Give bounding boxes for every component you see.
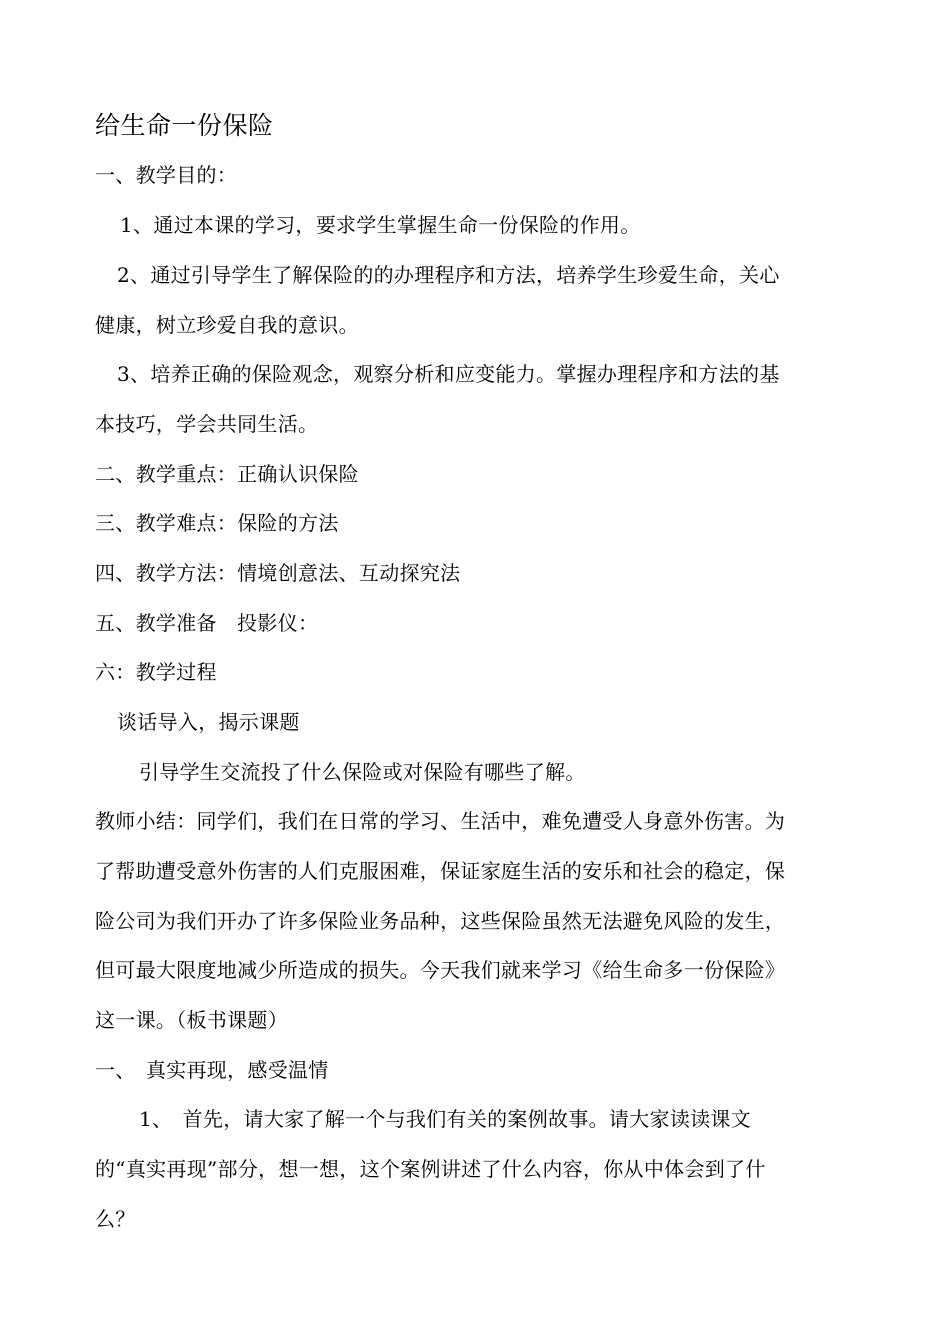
teacher-summary-line-3: 险公司为我们开办了许多保险业务品种，这些保险虽然无法避免风险的发生， <box>95 909 786 933</box>
intro-paragraph: 引导学生交流投了什么保险或对保险有哪些了解。 <box>139 760 586 784</box>
objective-item-2: 2、通过引导学生了解保险的的办理程序和方法，培养学生珍爱生命，关心 <box>117 263 780 287</box>
document-title: 给生命一份保险 <box>95 111 274 140</box>
section-heading-difficulties: 三、教学难点：保险的方法 <box>95 511 339 535</box>
part-one-item-1: 1、 首先，请大家了解一个与我们有关的案例故事。请大家读读课文 <box>139 1107 752 1131</box>
teacher-summary-line-5: 这一课。（板书课题） <box>95 1008 288 1032</box>
objective-item-3: 3、培养正确的保险观念，观察分析和应变能力。掌握办理程序和方法的基 <box>117 362 780 386</box>
objective-item-1: 1、通过本课的学习，要求学生掌握生命一份保险的作用。 <box>120 213 641 237</box>
part-one-item-1-end: 么？ <box>95 1207 136 1231</box>
objective-item-3-continued: 本技巧，学会共同生活。 <box>95 412 319 436</box>
teacher-summary-line-1: 教师小结：同学们，我们在日常的学习、生活中，难免遭受人身意外伤害。为 <box>95 809 786 833</box>
intro-heading: 谈话导入，揭示课题 <box>117 710 300 734</box>
section-heading-process: 六：教学过程 <box>95 660 217 684</box>
objective-item-2-continued: 健康，树立珍爱自我的意识。 <box>95 313 359 337</box>
section-heading-key-points: 二、教学重点：正确认识保险 <box>95 462 359 486</box>
part-one-heading: 一、 真实再现，感受温情 <box>95 1058 329 1082</box>
section-heading-objectives: 一、教学目的： <box>95 163 238 187</box>
section-heading-preparation: 五、教学准备 投影仪： <box>95 611 319 635</box>
teacher-summary-line-2: 了帮助遭受意外伤害的人们克服困难，保证家庭生活的安乐和社会的稳定，保 <box>95 859 786 883</box>
part-one-item-1-continued: 的“真实再现”部分，想一想，这个案例讲述了什么内容，你从中体会到了什 <box>95 1157 766 1181</box>
section-heading-methods: 四、教学方法：情境创意法、互动探究法 <box>95 561 461 585</box>
teacher-summary-line-4: 但可最大限度地减少所造成的损失。今天我们就来学习《给生命多一份保险》 <box>95 958 786 982</box>
